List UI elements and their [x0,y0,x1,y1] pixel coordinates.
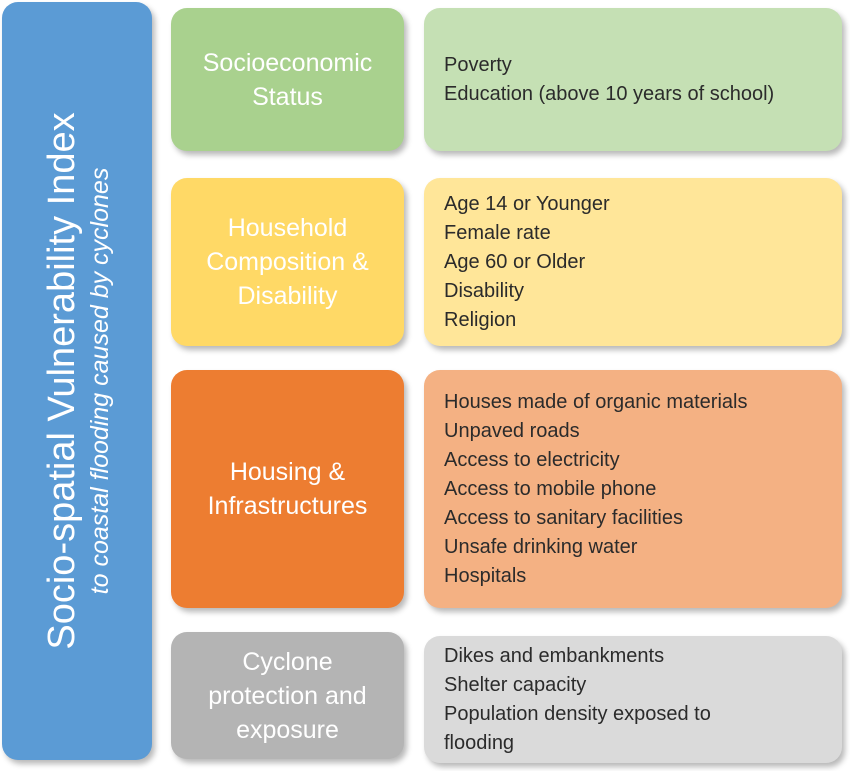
indicator-item: Access to mobile phone [444,477,657,500]
category-household-composition: Household Composition & Disability [171,178,404,346]
indicator-item: Disability [444,279,525,302]
indicator-list [444,642,832,758]
indicator-item: Population density exposed to [444,702,711,725]
indicator-item: Poverty [444,53,512,76]
indicator-item: Unsafe drinking water [444,535,638,558]
indicator-item: Hospitals [444,564,527,587]
index-title: Socio-spatial Vulnerability Index [41,112,83,650]
indicator-item: Age 14 or Younger [444,192,610,215]
indicator-item: Education (above 10 years of school) [444,82,775,105]
category-housing-infrastructures: Housing & Infrastructures [171,370,404,608]
index-label [39,11,115,751]
indicator-item: flooding [444,731,515,754]
indicator-item: Religion [444,308,517,331]
indicator-item: Unpaved roads [444,419,580,442]
indicator-item: Houses made of organic materials [444,390,748,413]
indicators-socioeconomic-status [424,8,842,151]
indicators-housing-infrastructures [424,370,842,608]
category-socioeconomic-status: Socioeconomic Status [171,8,404,151]
indicator-item: Dikes and embankments [444,644,665,667]
indicator-list [444,190,832,335]
indicator-item: Access to sanitary facilities [444,506,683,529]
indicator-item: Access to electricity [444,448,620,471]
indicator-item: Age 60 or Older [444,250,586,273]
indicators-cyclone-protection [424,636,842,763]
indicator-item: Female rate [444,221,551,244]
indicator-list [444,388,832,591]
index-bar [2,2,152,760]
indicators-household-composition [424,178,842,346]
indicator-list [444,51,832,109]
index-subtitle: to coastal flooding caused by cyclones [86,167,114,595]
category-cyclone-protection: Cyclone protection and exposure [171,632,404,759]
indicator-item: Shelter capacity [444,673,587,696]
